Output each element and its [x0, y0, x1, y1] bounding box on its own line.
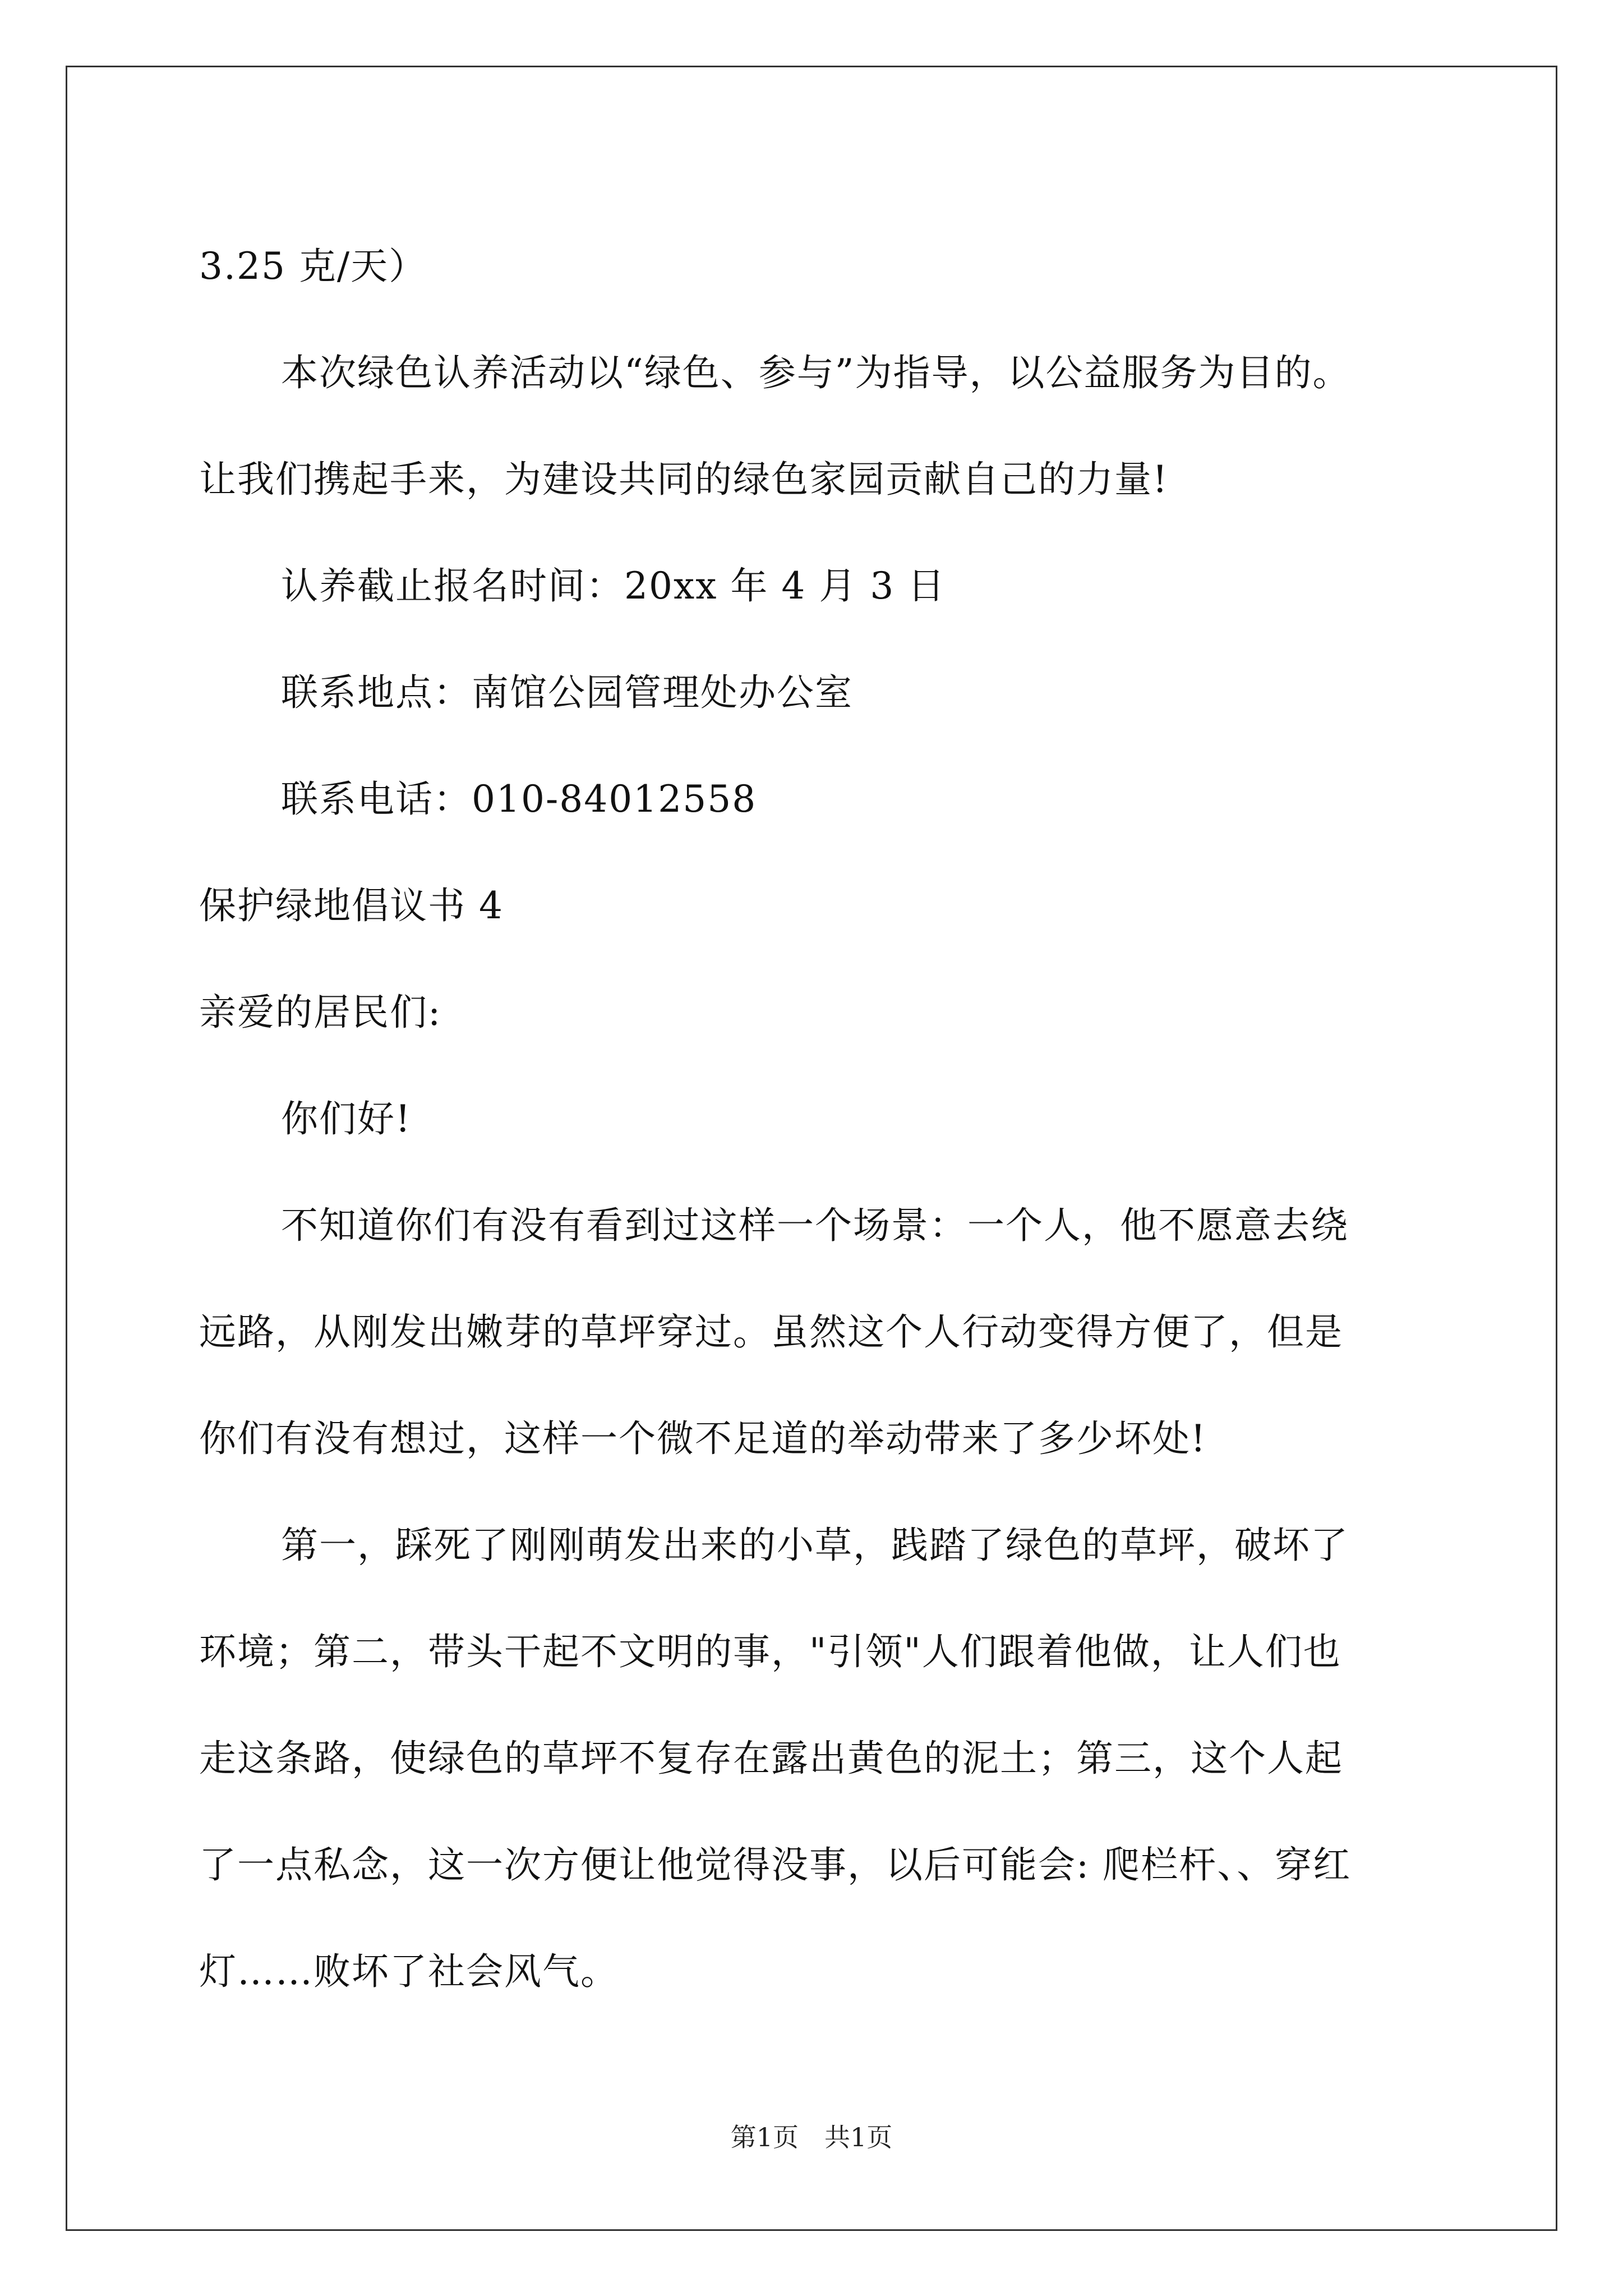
greeting: 你们好!: [281, 1097, 412, 1140]
text-line: 第一，踩死了刚刚萌发出来的小草，践踏了绿色的草坪，破坏了: [281, 1524, 1349, 1567]
text-line: 3.25 克/天）: [199, 245, 427, 288]
contact-phone-line: 联系电话：010-84012558: [281, 777, 757, 821]
salutation: 亲爱的居民们:: [199, 991, 442, 1034]
text-line: 走这条路，使绿色的草坪不复存在露出黄色的泥土；第三，这个人起: [199, 1737, 1343, 1780]
text-line: 本次绿色认养活动以“绿色、参与”为指导，以公益服务为目的。: [281, 351, 1351, 394]
text-line: 让我们携起手来，为建设共同的绿色家园贡献自己的力量!: [199, 458, 1169, 501]
section-title: 保护绿地倡议书 4: [199, 884, 504, 927]
document-body: [199, 213, 1489, 2025]
contact-address-line: 联系地点：南馆公园管理处办公室: [281, 671, 853, 714]
text-line: 不知道你们有没有看到过这样一个场景：一个人，他不愿意去绕: [281, 1204, 1349, 1247]
text-line: 你们有没有想过，这样一个微不足道的举动带来了多少坏处!: [199, 1417, 1207, 1460]
text-line: 灯……败坏了社会风气。: [199, 1950, 619, 1993]
text-line: 远路，从刚发出嫩芽的草坪穿过。虽然这个人行动变得方便了，但是: [199, 1310, 1343, 1354]
text-line: 了一点私念，这一次方便让他觉得没事，以后可能会: 爬栏杆、、穿红: [199, 1843, 1352, 1887]
text-line: 环境；第二，带头干起不文明的事，"引领"人们跟着他做，让人们也: [199, 1630, 1341, 1673]
page-footer: 第1页 共1页: [730, 2122, 893, 2152]
deadline-line: 认养截止报名时间：20xx 年 4 月 3 日: [281, 564, 946, 608]
